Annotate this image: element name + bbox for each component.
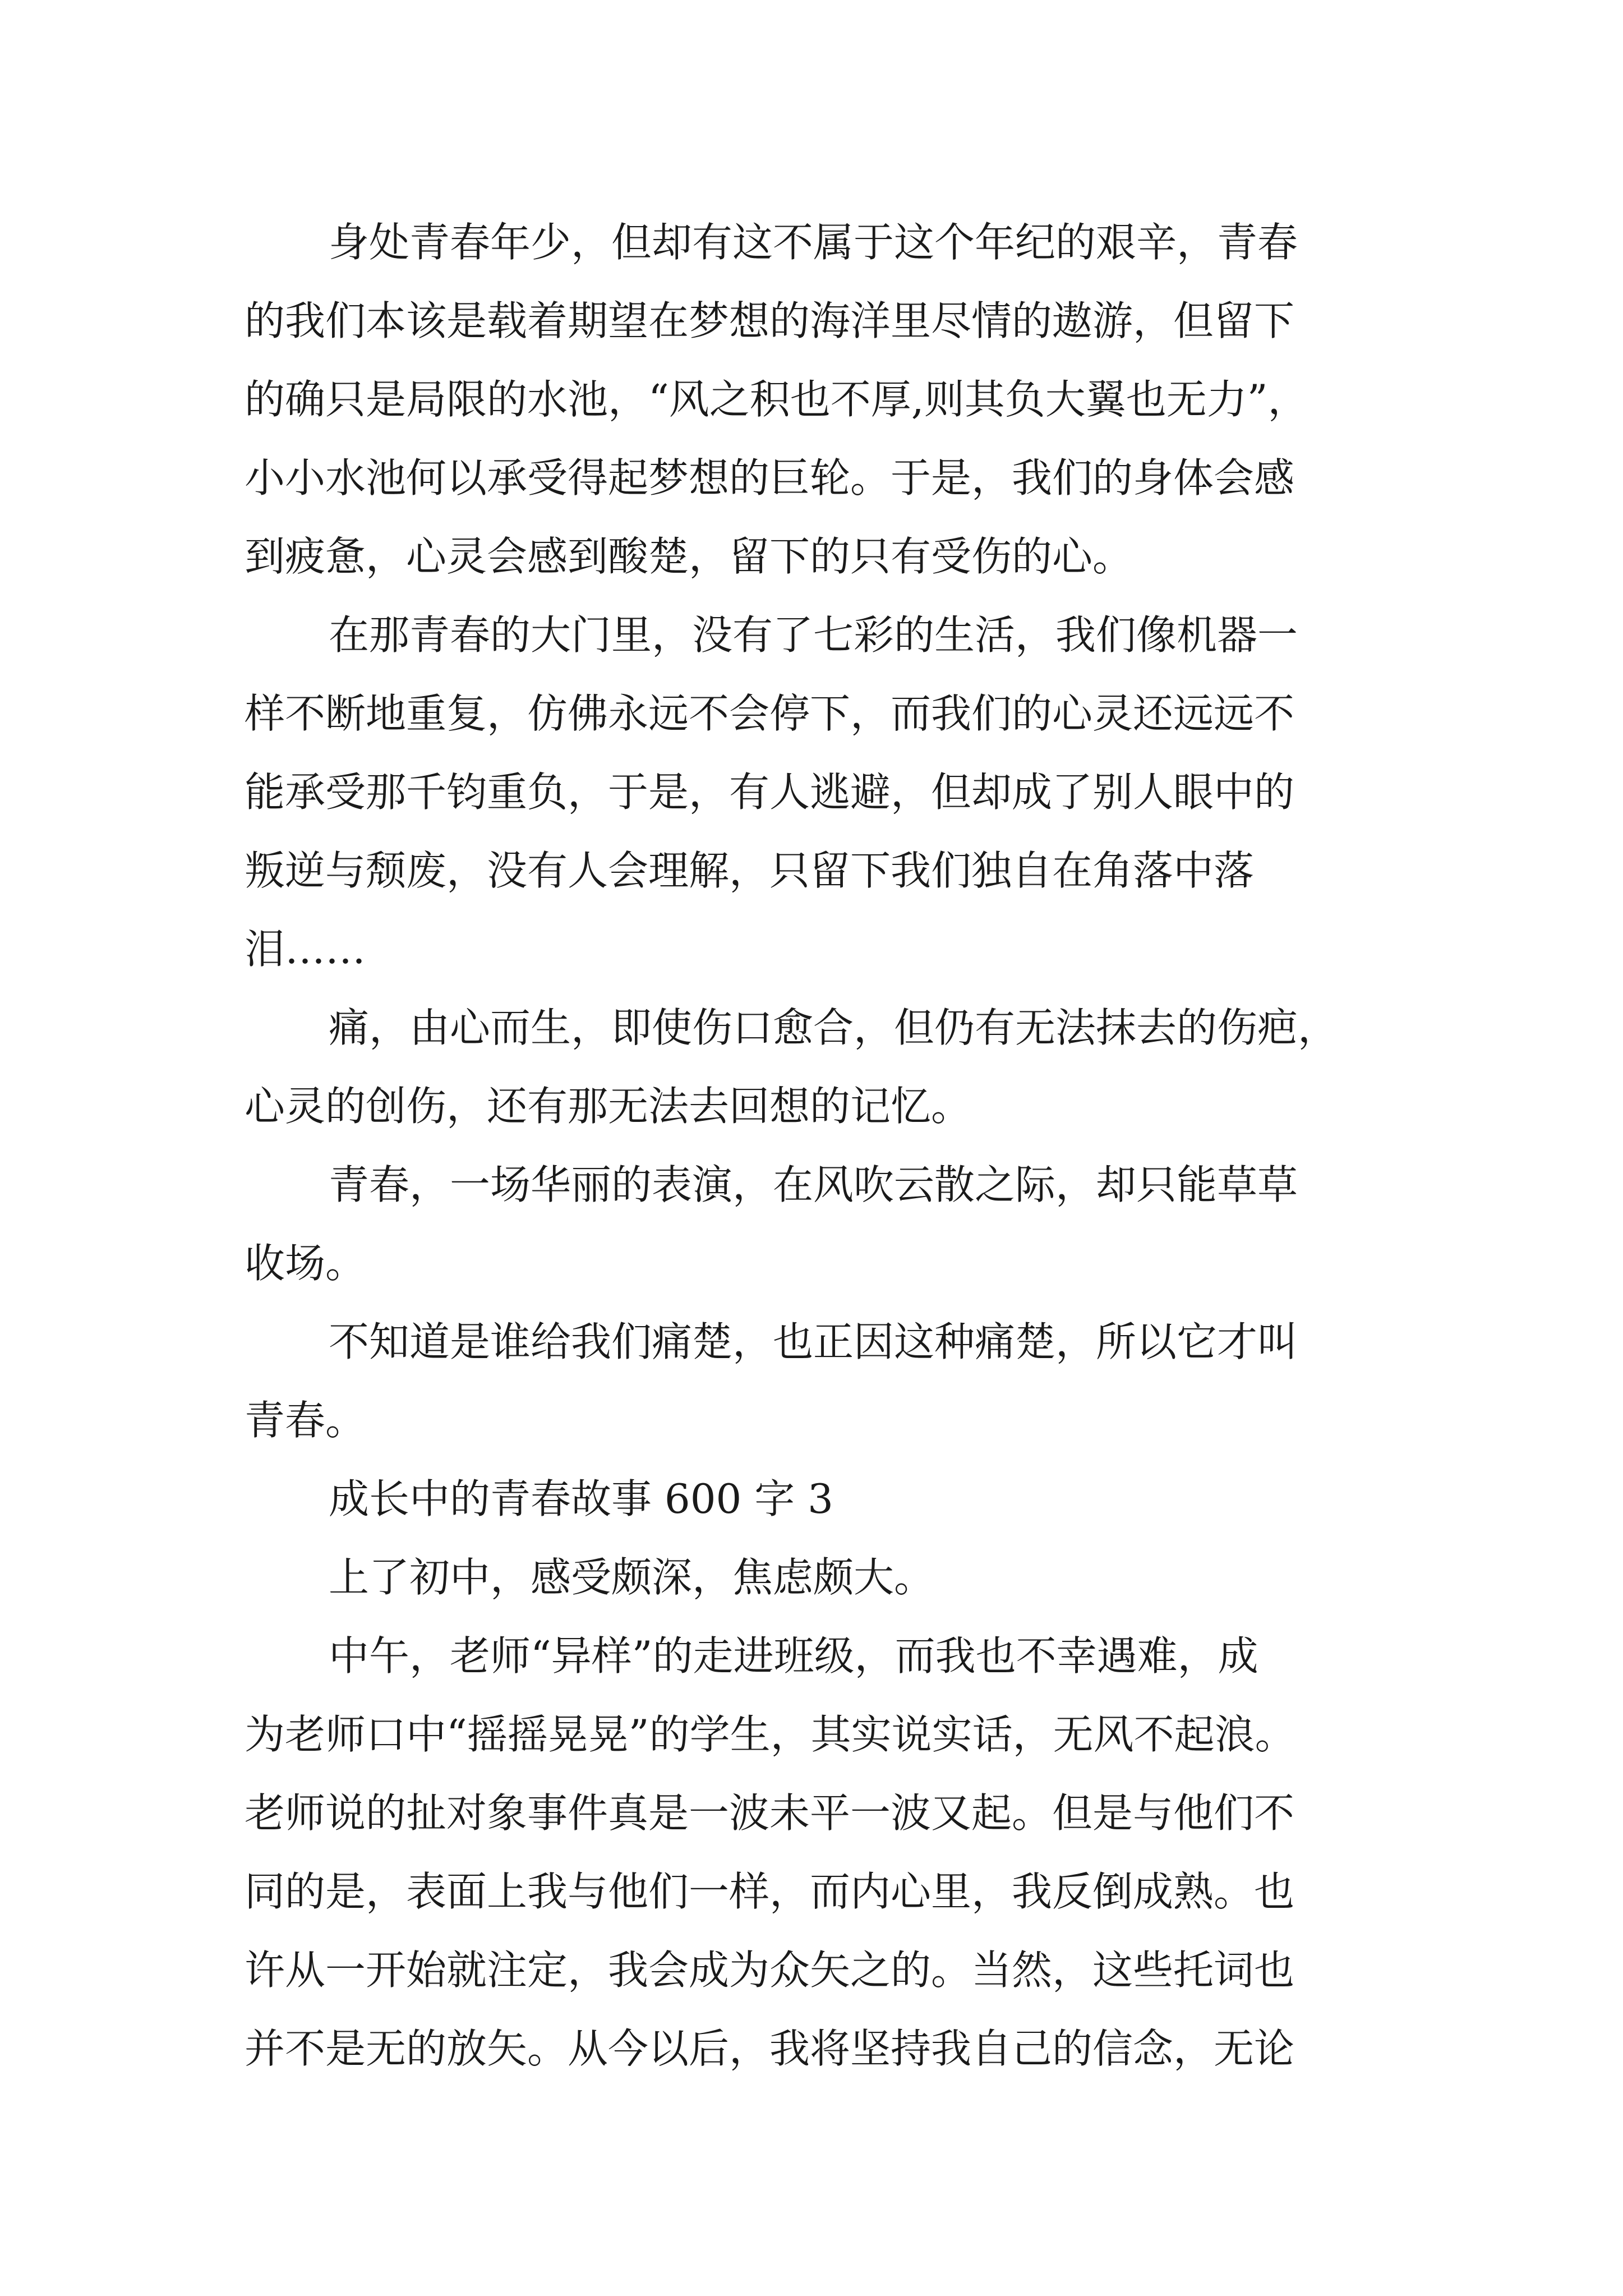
text-line: 身处青春年少，但却有这不属于这个年纪的艰辛，青春 <box>329 219 1298 266</box>
text-line: 并不是无的放矢。从今以后，我将坚持我自己的信念，无论 <box>245 2025 1295 2072</box>
text-line: 青春，一场华丽的表演，在风吹云散之际，却只能草草 <box>329 1161 1298 1208</box>
text-line: 上了初中，感受颇深，焦虑颇大。 <box>329 1554 935 1601</box>
text-line: 不知道是谁给我们痛楚，也正因这种痛楚，所以它才叫 <box>329 1318 1298 1365</box>
text-line: 在那青春的大门里，没有了七彩的生活，我们像机器一 <box>329 611 1298 659</box>
text-line: 的我们本该是载着期望在梦想的海洋里尽情的遨游，但留下 <box>245 297 1295 344</box>
text-line: 收场。 <box>245 1240 366 1287</box>
text-line: 的确只是局限的水池，“风之积也不厚,则其负大翼也无力”， <box>245 376 1308 423</box>
text-line: 心灵的创伤，还有那无法去回想的记忆。 <box>245 1083 972 1130</box>
text-line: 能承受那千钧重负，于是，有人逃避，但却成了别人眼中的 <box>245 769 1295 816</box>
text-line: 泪…… <box>245 926 366 973</box>
text-line: 叛逆与颓废，没有人会理解，只留下我们独自在角落中落 <box>245 847 1255 894</box>
text-line: 老师说的扯对象事件真是一波未平一波又起。但是与他们不 <box>245 1789 1295 1837</box>
text-line: 同的是，表面上我与他们一样，而内心里，我反倒成熟。也 <box>245 1868 1295 1915</box>
text-line: 中午，老师“异样”的走进班级，而我也不幸遇难，成 <box>329 1632 1258 1680</box>
text-line: 到疲惫，心灵会感到酸楚，留下的只有受伤的心。 <box>245 533 1133 580</box>
text-line: 痛，由心而生，即使伤口愈合，但仍有无法抹去的伤疤， <box>329 1004 1339 1051</box>
text-line: 青春。 <box>245 1397 366 1444</box>
document-body <box>245 203 1400 2088</box>
section-heading: 成长中的青春故事 600 字 3 <box>329 1475 833 1522</box>
text-line: 为老师口中“摇摇晃晃”的学生，其实说实话，无风不起浪。 <box>245 1711 1295 1758</box>
text-line: 样不断地重复，仿佛永远不会停下，而我们的心灵还远远不 <box>245 690 1295 737</box>
text-line: 小小水池何以承受得起梦想的巨轮。于是，我们的身体会感 <box>245 454 1295 501</box>
text-line: 许从一开始就注定，我会成为众矢之的。当然，这些托词也 <box>245 1947 1295 1994</box>
